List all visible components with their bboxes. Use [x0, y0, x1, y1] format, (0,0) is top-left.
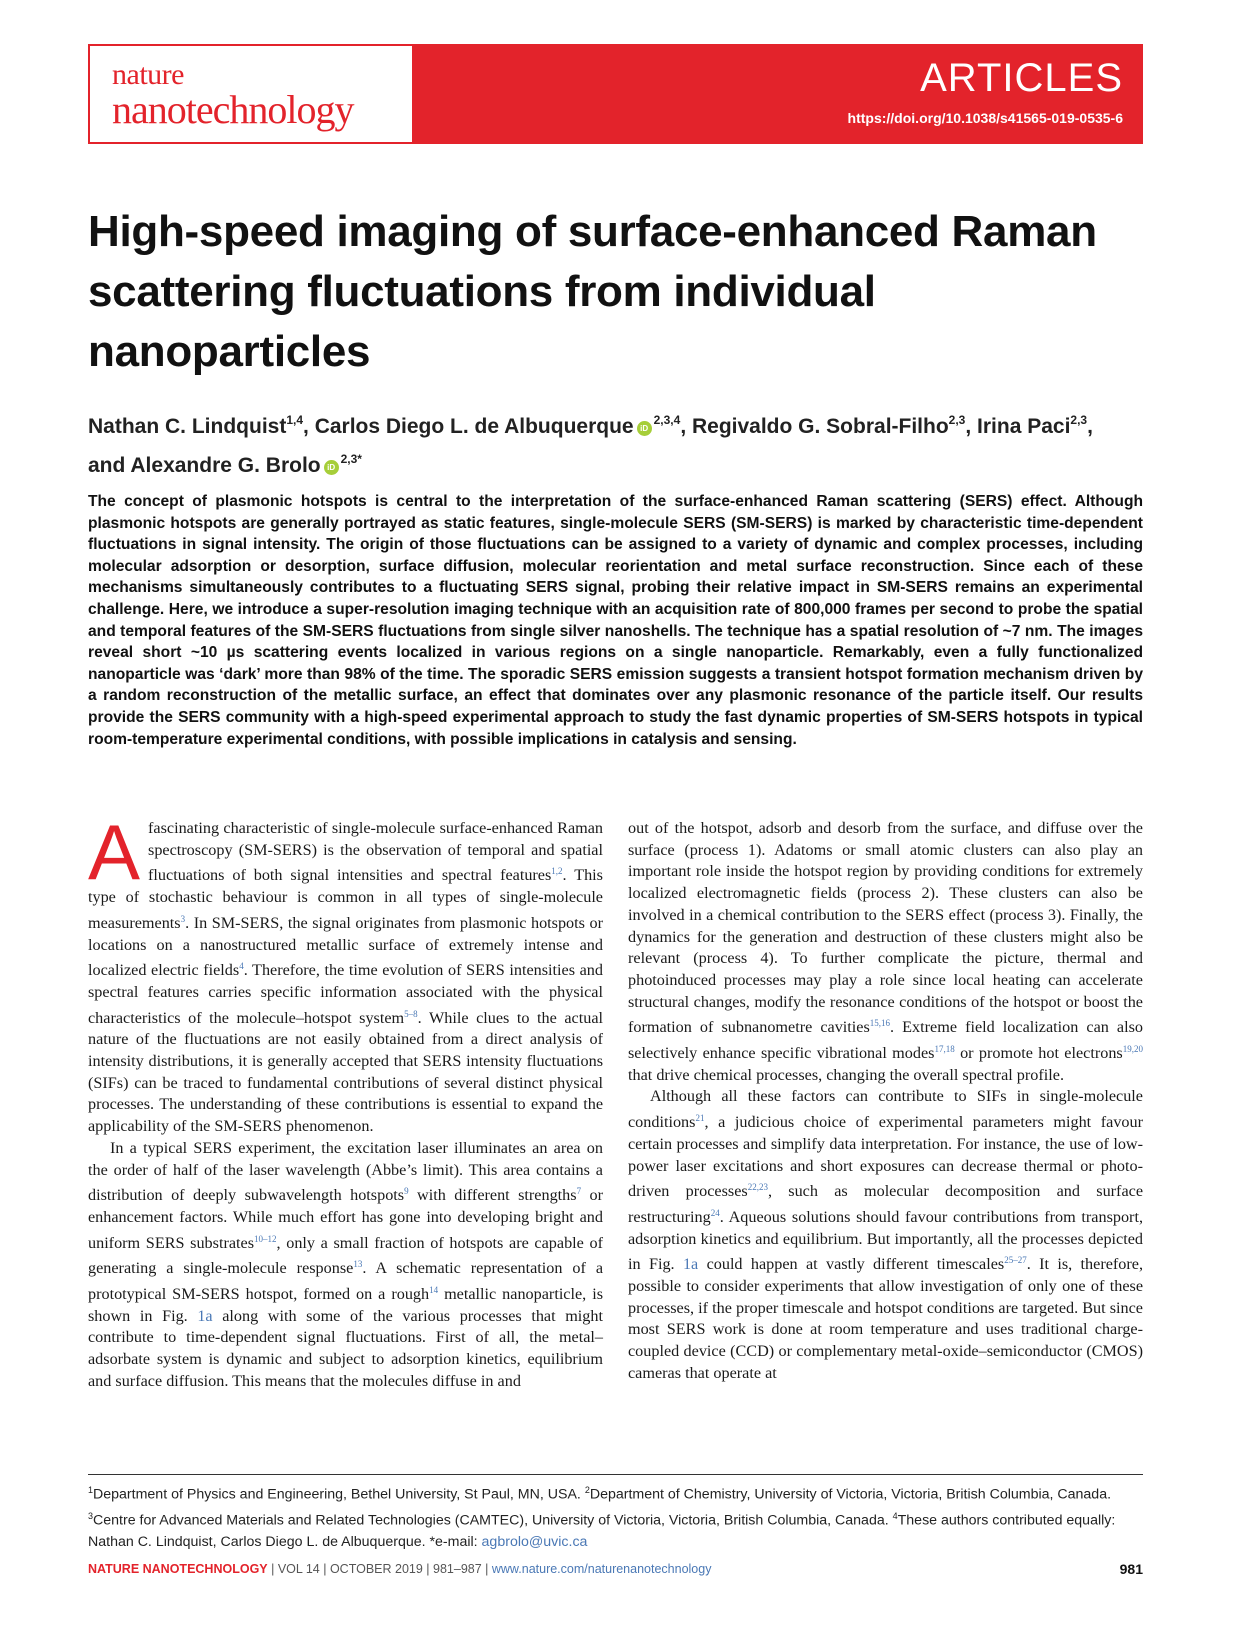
footer-citation: | VOL 14 | OCTOBER 2019 | 981–987 |	[267, 1562, 492, 1576]
page-footer	[88, 1562, 711, 1576]
affiliation-number: 2	[584, 1485, 590, 1495]
drop-cap: A	[88, 808, 141, 896]
doi-link[interactable]: https://doi.org/10.1038/s41565-019-0535-6	[847, 110, 1123, 126]
figure-link[interactable]: 1a	[682, 1255, 699, 1274]
author-affiliation-ref: 2,3	[1070, 413, 1088, 427]
author-name: Regivaldo G. Sobral-Filho	[691, 415, 949, 438]
email-link[interactable]: agbrolo@uvic.ca	[481, 1534, 588, 1551]
body-column-left	[88, 808, 604, 1393]
figure-link[interactable]: 1a	[197, 1306, 213, 1325]
abstract: The concept of plasmonic hotspots is central to the interpretation of the surface-enhanced Raman scattering (SERS) effect. Although plasmonic hotspots are generally portrayed as static features, single-molecule SERS (SM-SERS) is marked by characteristic time-dependent fluctuations in signal intensity. The origin of those fluctuations can be assigned to a variety of dynamic and complex processes, including molecular adsorption or desorption, surface diffusion, molecular reorientation and metal surface reconstruction. Since each of these mechanisms simultaneously contributes to a fluctuating SERS signal, probing their relative impact in SM-SERS remains an experimental challenge. Here, we introduce a super-resolution imaging technique with an acquisition rate of 800,000 frames per second to probe the spatial and temporal features of the SM-SERS fluctuations from single silver nanoshells. The technique has a spatial resolution of ~7 nm. The images reveal short ~10 µs scattering events localized in various regions on a single nanoparticle. Remarkably, even a fully functionalized nanoparticle was ‘dark’ more than 98% of the time. The sporadic SERS emission suggests a transient hotspot formation mechanism driven by a random reconstruction of the metallic surface, an effect that dominates over any plasmonic resonance of the particle itself. Our results provide the SERS community with a high-speed experimental approach to study the fast dynamic properties of SM-SERS hotspots in typical room-temperature experimental conditions, with possible implications in catalysis and sensing.	[88, 493, 1143, 748]
section-label: ARTICLES	[920, 56, 1123, 100]
author-name: Nathan C. Lindquist	[88, 415, 287, 438]
citation-ref[interactable]: 10–12	[254, 1233, 277, 1244]
citation-ref[interactable]: 14	[429, 1285, 439, 1296]
affiliation-number: 4	[892, 1511, 898, 1522]
affiliation-number: 1	[88, 1485, 94, 1495]
body-column-right	[628, 818, 1143, 1385]
citation-ref[interactable]: 21	[695, 1113, 705, 1124]
citation-ref[interactable]: 5–8	[404, 1008, 418, 1019]
body-paragraph: In a typical SERS experiment, the excitation laser illuminates an area on the order of half of the laser wavelength (Abbe’s limit). This area contains a distribution of deeply subwavelength hotspots$^9$ with different strengths$^7$ or enhancement factors. While much effort has gone into developing bright and uniform SERS substrates$^{10-12}$, only a small fraction of hotspots are capable of generating a single-molecule response$^{13}$. A schematic representation of a prototypical SM-SERS hotspot, formed on a rough$^{14}$ metallic nanoparticle, is shown in Fig. 1a along with some of the various processes that might contribute to time-dependent signal fluctuations. First of all, the metal–adsorbate system is dynamic and subject to adsorption kinetics, equilibrium and surface diffusion. This means that the molecules diffuse in and	[88, 1138, 604, 1390]
logo-line-1: nature	[112, 58, 184, 91]
article-title: High-speed imaging of surface-enhanced Raman scattering fluctuations from individual nanoparticles	[88, 207, 1097, 376]
author-name: Alexandre G. Brolo	[130, 454, 321, 477]
footer-url[interactable]: www.nature.com/naturenanotechnology	[491, 1562, 712, 1576]
body-paragraph: Afascinating characteristic of single-molecule surface-enhanced Raman spectroscopy (SM-SERS) is the observation of temporal and spatial fluctuations of both signal intensities and spectral features$^{1,2}$. This type of stochastic behaviour is common in all types of single-molecule measurements$^3$. In SM-SERS, the signal originates from plasmonic hotspots or locations on a nanostructured metallic surface of extremely intense and localized electric fields$^4$. Therefore, the time evolution of SERS intensities and spectral features carries specific information associated with the physical characteristics of the molecule–hotspot system$^{5-8}$. While clues to the actual nature of the fluctuations are not easily obtained from a direct analysis of intensity distributions, it is generally accepted that SERS intensity fluctuations (SIFs) can be traced to fundamental contributions of several distinct physical processes. The understanding of these contributions is essential to expand the applicability of the SM-SERS phenomenon.	[88, 808, 604, 1136]
author-name: Carlos Diego L. de Albuquerque	[314, 415, 634, 438]
citation-ref[interactable]: 15,16	[869, 1018, 891, 1029]
body-paragraph: out of the hotspot, adsorb and desorb from the surface, and diffuse over the surface (process 1). Adatoms or small atomic clusters can also play an important role inside the hotspot region by providing conditions for extremely localized electromagnetic fields (process 2). These clusters can also be involved in a chemical contribution to the SERS effect (process 3). Finally, the dynamics for the generation and destruction of these clusters might also be relevant (process 4). To further complicate the picture, thermal and photoinduced processes may play a role since local heating can accelerate structural changes, modify the resonance conditions of the hotspot or boost the formation of subnanometre cavities$^{15,16}$. Extreme field localization can also selectively enhance specific vibrational modes$^{17,18}$ or promote hot electrons$^{19,20}$ that drive chemical processes, changing the overall spectral profile.	[628, 819, 1144, 1084]
citation-ref[interactable]: 1,2	[551, 866, 563, 877]
citation-ref[interactable]: 13	[353, 1259, 363, 1270]
orcid-icon[interactable]: iD	[324, 460, 339, 475]
body-paragraph: Although all these factors can contribute to SIFs in single-molecule conditions$^{21}$, a judicious choice of experimental parameters might favour certain processes and simplify data interpretation. For instance, the use of low-power laser excitations and short exposures can decrease thermal or photo-driven processes$^{22,23}$, such as molecular decomposition and surface restructuring$^{24}$. Aqueous solutions should favour contributions from transport, adsorption kinetics and equilibrium. But importantly, all the processes depicted in Fig. 1a could happen at vastly different timescales$^{25-27}$. It is, therefore, possible to consider experiments that allow investigation of only one of these processes, if the proper timescale and hotspot conditions are targeted. But since most SERS work is done at room temperature and uses traditional charge-coupled device (CCD) or complementary metal-oxide–semiconductor (CMOS) cameras that operate at	[628, 1087, 1144, 1382]
citation-ref[interactable]: 24	[710, 1207, 720, 1218]
author-affiliation-ref: 2,3	[948, 413, 966, 427]
citation-ref[interactable]: 4	[239, 961, 244, 972]
citation-ref[interactable]: 3	[180, 913, 186, 924]
footnote-divider	[88, 1474, 1143, 1475]
affiliation-number: 3	[88, 1511, 94, 1522]
journal-logo[interactable]	[90, 46, 412, 142]
orcid-icon[interactable]: iD	[637, 421, 652, 436]
author-list: Nathan C. Lindquist$^{1,4}$, Carlos Diego L. de Albuquerque iD$^{2,3,4}$, Regivaldo G. Sobral-Filho$^{2,3}$, Irina Paci$^{2,3}$, and Alexandre G. Brolo $iD^{2,3*}$	[88, 413, 1093, 477]
logo-line-2: nanotechnology	[112, 87, 354, 132]
author-affiliation-ref: 1,4	[286, 413, 304, 427]
page-number: 981	[1119, 1561, 1143, 1577]
journal-banner	[88, 44, 1143, 144]
author-name: Irina Paci	[977, 415, 1071, 438]
citation-ref[interactable]: 17,18	[934, 1044, 955, 1055]
citation-ref[interactable]: 9	[404, 1186, 409, 1197]
author-affiliation-ref: 2,3,4	[653, 413, 681, 427]
affiliations: $^1$Department of Physics and Engineering, Bethel University, St Paul, MN, USA. $^2$Department of Chemistry, University of Victoria, Victoria, British Columbia, Canada. $^3$Centre for Advanced Materials and Related Technologies (CAMTEC), University of Victoria, Victoria, British Columbia, Canada. $^4$These authors contributed equally: Nathan C. Lindquist, Carlos Diego L. de Albuquerque. *e-mail: agbrolo@uvic.ca	[88, 1485, 1116, 1551]
footer-journal: NATURE NANOTECHNOLOGY	[88, 1562, 268, 1576]
citation-ref[interactable]: 19,20	[1122, 1044, 1143, 1055]
citation-ref[interactable]: 22,23	[747, 1182, 768, 1193]
citation-ref[interactable]: 7	[576, 1186, 582, 1197]
citation-ref[interactable]: 25–27	[1004, 1255, 1027, 1266]
author-affiliation-ref: 2,3*	[340, 452, 362, 466]
